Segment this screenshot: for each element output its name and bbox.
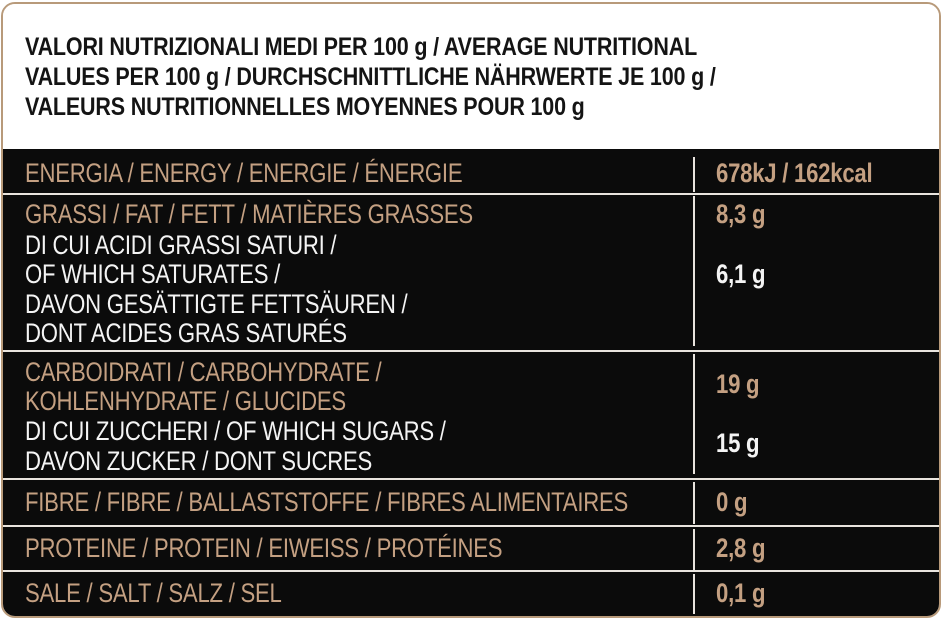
row-divider [3,570,939,572]
column-divider-fat [693,196,695,346]
label-header [3,4,939,149]
saturates-label-line-4: DONT ACIDES GRAS SATURÉS [25,318,347,348]
carbohydrate-label-line-1: CARBOIDRATI / CARBOHYDRATE / [25,357,382,387]
salt-label: SALE / SALT / SALZ / SEL [25,578,282,608]
row-divider [3,193,939,195]
saturates-value: 6,1 g [716,259,766,289]
energy-value: 678kJ / 162kcal [716,158,873,188]
sugars-label-line-1: DI CUI ZUCCHERI / OF WHICH SUGARS / [25,416,446,446]
label-frame [1,2,941,618]
header-title [25,32,790,122]
row-divider [3,478,939,480]
protein-value: 2,8 g [716,533,766,563]
column-divider-fibre [693,482,695,524]
column-divider-carbohydrate [693,354,695,474]
saturates-label-line-2: OF WHICH SATURATES / [25,259,281,289]
header-line-2: VALUES PER 100 g / DURCHSCHNITTLICHE NÄHRWERTE JE 100 g / [25,63,716,91]
saturates-label-line-3: DAVON GESÄTTIGTE FETTSÄUREN / [25,289,408,319]
sugars-label-line-2: DAVON ZUCKER / DONT SUCRES [25,446,373,476]
fibre-value: 0 g [716,487,748,517]
energy-label: ENERGIA / ENERGY / ENERGIE / ÉNERGIE [25,158,463,188]
column-divider-salt [693,574,695,614]
row-divider [3,350,939,352]
carbohydrate-label-line-2: KOHLENHYDRATE / GLUCIDES [25,386,346,416]
nutrition-table [3,149,939,618]
saturates-label-line-1: DI CUI ACIDI GRASSI SATURI / [25,230,337,260]
protein-label: PROTEINE / PROTEIN / EIWEISS / PROTÉINES [25,533,503,563]
header-line-3: VALEURS NUTRITIONNELLES MOYENNES POUR 100 g [25,93,585,121]
fat-value: 8,3 g [716,199,766,229]
salt-value: 0,1 g [716,578,766,608]
carbohydrate-value: 19 g [716,369,760,399]
column-divider-energy [693,157,695,192]
column-divider-protein [693,529,695,571]
fat-label: GRASSI / FAT / FETT / MATIÈRES GRASSES [25,199,473,229]
sugars-value: 15 g [716,428,760,458]
fibre-label: FIBRE / FIBRE / BALLASTSTOFFE / FIBRES ALIMENTAIRES [25,487,629,517]
row-divider [3,525,939,527]
header-line-1: VALORI NUTRIZIONALI MEDI PER 100 g / AVERAGE NUTRITIONAL [25,33,698,61]
